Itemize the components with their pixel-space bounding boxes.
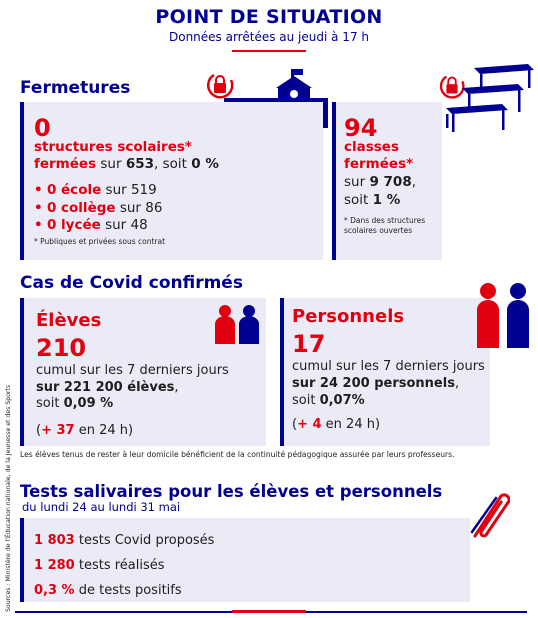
classes-percent: 1 % — [372, 192, 401, 208]
classes-closed-label: fermées* — [344, 156, 414, 172]
classes-sur: sur — [344, 174, 370, 190]
personnels-cumul: cumul sur les 7 derniers jours — [292, 359, 485, 374]
paperclip-icon — [470, 488, 510, 540]
personnels-daily-increase: + 4 — [297, 417, 322, 432]
structures-closed-number: 0 — [34, 114, 51, 142]
list-item: • 0 lycée sur 48 — [34, 217, 148, 233]
covid-note: Les élèves tenus de rester à leur domicile bénéficient de la continuité pédagogique assurée par leurs professeurs. — [20, 450, 455, 459]
structures-card — [20, 102, 323, 260]
personnels-sur: sur 24 200 personnels — [292, 376, 455, 391]
eleves-label: Élèves — [36, 310, 102, 331]
structures-total: 653 — [125, 156, 155, 172]
tests-done-value: 1 280 — [34, 558, 75, 573]
classes-footnote-line1: * Dans des structures — [344, 216, 426, 225]
structures-label: structures scolaires* — [34, 139, 192, 155]
people-large-icon — [474, 282, 532, 348]
eleves-daily-increase: + 37 — [41, 423, 75, 438]
header-divider — [232, 50, 306, 52]
list-item: • 0 école sur 519 — [34, 182, 157, 198]
structures-percent: 0 % — [191, 156, 219, 172]
section-title-tests: Tests salivaires pour les élèves et personnels — [20, 482, 443, 501]
tests-period: du lundi 24 au lundi 31 mai — [22, 500, 181, 514]
eleves-card: Élèves 210 cumul sur les 7 derniers jours sur 221 200 élèves, soit 0,09 % (+ 37 en 24 h) — [20, 298, 266, 446]
classes-footnote-line2: scolaires ouvertes — [344, 226, 413, 235]
page-subtitle: Données arrêtées au jeudi à 17 h — [168, 30, 369, 44]
classes-label: classes — [344, 139, 400, 155]
tests-list — [34, 528, 214, 603]
list-item: 1 803 tests Covid proposés — [34, 533, 215, 548]
list-item: 1 280 tests réalisés — [34, 558, 165, 573]
personnels-number: 17 — [292, 330, 326, 358]
section-title-fermetures: Fermetures — [20, 78, 131, 98]
sources-text: Sources : Ministère de l'Éducation nationale, de la Jeunesse et des Sports — [5, 384, 12, 612]
personnels-soit: soit — [292, 393, 320, 408]
tests-positive-value: 0,3 % — [34, 583, 75, 598]
section-title-covid: Cas de Covid confirmés — [20, 273, 243, 293]
eleves-number: 210 — [36, 334, 87, 362]
classes-soit: soit — [344, 192, 373, 208]
classes-closed-number: 94 — [344, 114, 378, 142]
tests-card — [20, 518, 470, 602]
eleves-soit: soit — [36, 396, 64, 411]
structures-footnote: * Publiques et privées sous contrat — [34, 237, 166, 246]
structures-closed-label: fermées — [34, 156, 97, 172]
tests-proposed-value: 1 803 — [34, 533, 75, 548]
eleves-cumul: cumul sur les 7 derniers jours — [36, 363, 229, 378]
personnels-card: Personnels 17 cumul sur les 7 derniers jours sur 24 200 personnels, soit 0,07% (+ 4 en 24 h) — [280, 298, 490, 446]
classes-card: 94 classes fermées* sur 9 708, soit 1 % * Dans des structures scolaires ouvertes — [332, 102, 442, 260]
eleves-percent: 0,09 % — [63, 396, 114, 411]
list-item: • 0 collège sur 86 — [34, 199, 163, 216]
bottom-accent — [232, 610, 306, 613]
personnels-label: Personnels — [292, 306, 405, 327]
structures-breakdown-list — [34, 182, 294, 235]
eleves-sur: sur 221 200 élèves — [36, 379, 175, 395]
page-title: POINT DE SITUATION — [155, 6, 383, 28]
people-icon — [214, 304, 260, 344]
personnels-percent: 0,07% — [319, 393, 365, 408]
structures-soit: , soit — [154, 156, 192, 172]
list-item: 0,3 % de tests positifs — [34, 583, 182, 598]
classes-total: 9 708 — [369, 174, 412, 190]
school-desks-icon — [440, 58, 536, 142]
structures-sur: sur — [96, 156, 126, 172]
